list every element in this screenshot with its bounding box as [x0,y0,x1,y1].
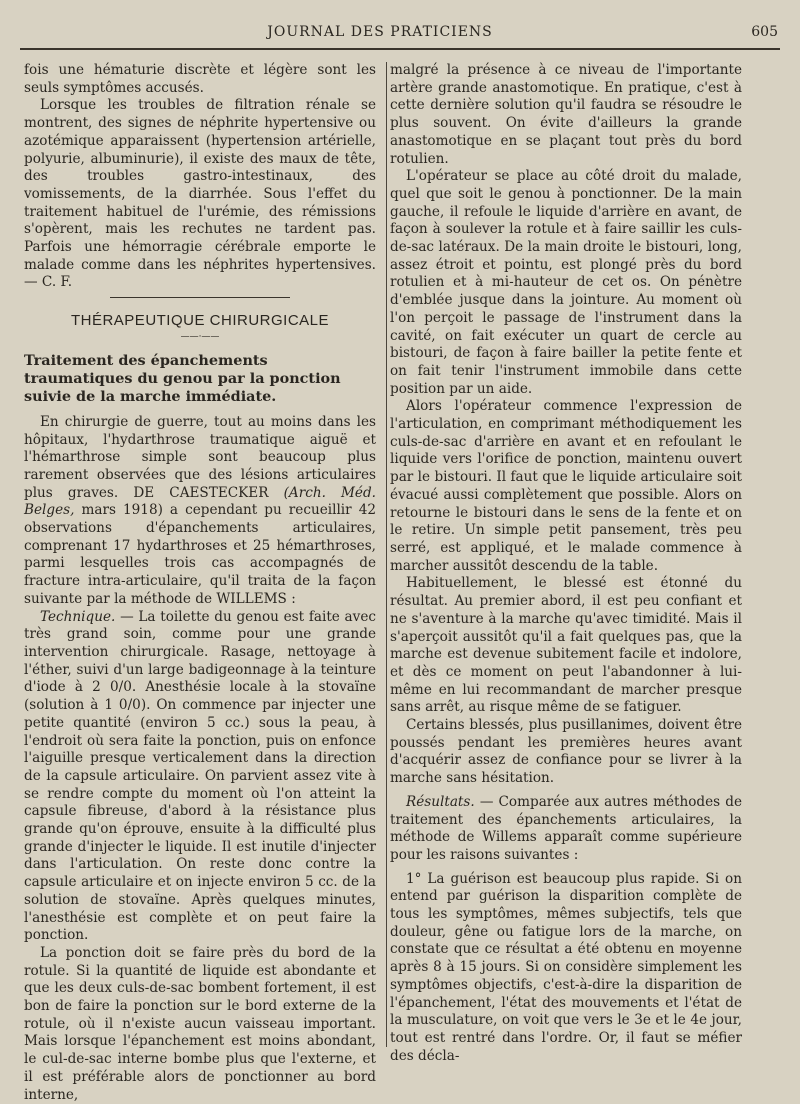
resultats-label: Résultats. [406,793,475,810]
journal-title: JOURNAL DES PRATICIENS [267,24,493,40]
technique-label: Technique. [40,608,116,625]
resultats-text: — Comparée aux autres méthodes de traitement des épanchements articulaires, la méthode de Willems apparaît comme supérieure pour les raisons suivantes : [390,793,742,863]
page-number: 605 [751,24,778,40]
header-rule [20,48,780,50]
paragraph [390,794,742,865]
column-rule [386,62,387,1047]
paragraph: fois une hématurie discrète et légère sont les seuls symptômes accusés. [24,62,376,96]
intro-text: En chirurgie de guerre, tout au moins dans les hôpitaux, l'hydarthrose traumatique aiguë et l'hémarthrose simple sont beaucoup plus rarement observées que des lésions articulaires plus graves. [24,413,376,501]
author-name: DE CAESTECKER [133,484,269,501]
paragraph: L'opérateur se place au côté droit du malade, quel que soit le genou à ponctionner. De la main gauche, il refoule le liquide d'arrière en avant, de façon à soulever la rotule et à faire saillir les culs-de-sac latéraux. De la main droite le bistouri, long, assez étroit et pointu, est plongé près du bord rotulien et à mi-hauteur de cet os. On pénètre d'emblée jusque dans la jointure. Au moment où l'on perçoit le passage de l'instrument dans la cavité, on fait exécuter un quart de cercle au bistouri, de façon à faire bailler la petite fente et on fait tenir l'instrument immobile dans cette position par un aide. [390,168,742,397]
paragraph: Alors l'opérateur commence l'expression de l'articulation, en comprimant méthodiquement les culs-de-sac d'arrière en avant et en refoulant le liquide vers l'orifice de ponction, maintenu ouvert par le bistouri. Il faut que le liquide articulaire soit évacué aussi complètement que possible. Alors on retourne le bistouri dans le sens de la fente et on le retire. Un simple petit pansement, très peu serré, est appliqué, et le malade commence à marcher aussitôt descendu de la table. [390,398,742,574]
citation: (Arch. Méd. Belges, [24,484,377,519]
paragraph: Lorsque les troubles de filtration rénale se montrent, des signes de néphrite hypertensive ou azotémique apparaissent (hypertension artérielle, polyurie, albuminurie), il existe des maux de tête, des troubles gastro-intestinaux, des vomissements, de la diarrhée. Sous l'effet du traitement habituel de l'urémie, des rémissions s'opèrent, mais les rechutes ne tardent pas. Parfois une hémorragie cérébrale emporte le malade comme dans les néphrites hypertensives. — C. F. [24,97,376,291]
article-title: Traitement des épanchements traumatiques du genou par la ponction suivie de la marche immédiate. [24,351,341,405]
paragraph [24,414,376,609]
paragraph: 1° La guérison est beaucoup plus rapide. Si on entend par guérison la disparition complète de tous les symptômes, mêmes subjectifs, tels que douleur, gêne ou fatigue lors de la marche, on constate que ce résultat a été obtenu en moyenne après 8 à 15 jours. Si on considère simplement les symptômes objectifs, c'est-à-dire la disparition de l'épanchement, l'état des mouvements et l'état de la musculature, on voit que vers le 3e et le 4e jour, tout est rentré dans l'ordre. Or, il faut se méfier des décla- [390,870,742,1064]
right-column [390,62,742,1065]
intro-text-rest: mars 1918) a cependant pu recueillir 42 observations d'épanchements articulaires, comprenant 17 hydarthroses et 25 hémarthroses, parmi lesquelles trois cas accompagnés de fracture intra-articulaire, qu'il traita de la façon suivante par la méthode de WILLEMS : [24,502,376,607]
paragraph: Certains blessés, plus pusillanimes, doivent être poussés pendant les premières heures avant d'acquérir assez de confiance pour se livrer à la marche sans hésitation. [390,717,742,787]
technique-text: — La toilette du genou est faite avec très grand soin, comme pour une grande intervention chirurgicale. Rasage, nettoyage à l'éther, suivi d'un large badigeonnage à la teinture d'iode à 2 0/0. Anesthésie locale à la stovaïne (solution à 1 0/0). On commence par injecter une petite quantité (environ 5 cc.) sous la peau, à l'endroit où sera faite la ponction, puis on enfonce l'aiguille presque verticalement dans la direction de la capsule articulaire. On parvient assez vite à se rendre compte du moment où l'on atteint la capsule fibreuse, d'abord à la résistance plus grande qu'on éprouve, ensuite à la difficulté plus grande d'injecter le liquide. Il est inutile d'injecter dans l'articulation. On reste donc contre la capsule articulaire et on injecte environ 5 cc. de la solution de stovaïne. Après quelques minutes, l'anesthésie est complète et on peut faire la ponction. [24,608,376,944]
paragraph: Habituellement, le blessé est étonné du résultat. Au premier abord, il est peu confiant et ne s'aventure à la marche qu'avec timidité. Mais il s'aperçoit aussitôt qu'il a fait quelques pas, que la marche est devenue subitement facile et indolore, et dès ce moment on peut l'abandonner à lui-même en lui recommandant de marcher presque sans arrêt, au risque même de se fatiguer. [390,575,742,716]
left-column [24,62,376,1104]
running-head [0,24,800,44]
paragraph: malgré la présence à ce niveau de l'importante artère grande anastomotique. En pratique, c'est à cette dernière solution qu'il faudra se résoudre le plus souvent. On évite d'ailleurs la grande anastomotique en se plaçant tout près du bord rotulien. [390,62,742,167]
paragraph [24,609,376,945]
section-ornament: ——·—— [180,331,220,342]
separator-rule [110,297,290,298]
section-heading: THÉRAPEUTIQUE CHIRURGICALE [70,312,330,330]
paragraph: La ponction doit se faire près du bord de la rotule. Si la quantité de liquide est abondante et que les deux culs-de-sac bombent fortement, il est bon de faire la ponction sur le bord externe de la rotule, où il n'existe aucun vaisseau important. Mais lorsque l'épanchement est moins abondant, le cul-de-sac interne bombe plus que l'externe, et il est préférable alors de ponctionner au bord interne, [24,944,376,1103]
